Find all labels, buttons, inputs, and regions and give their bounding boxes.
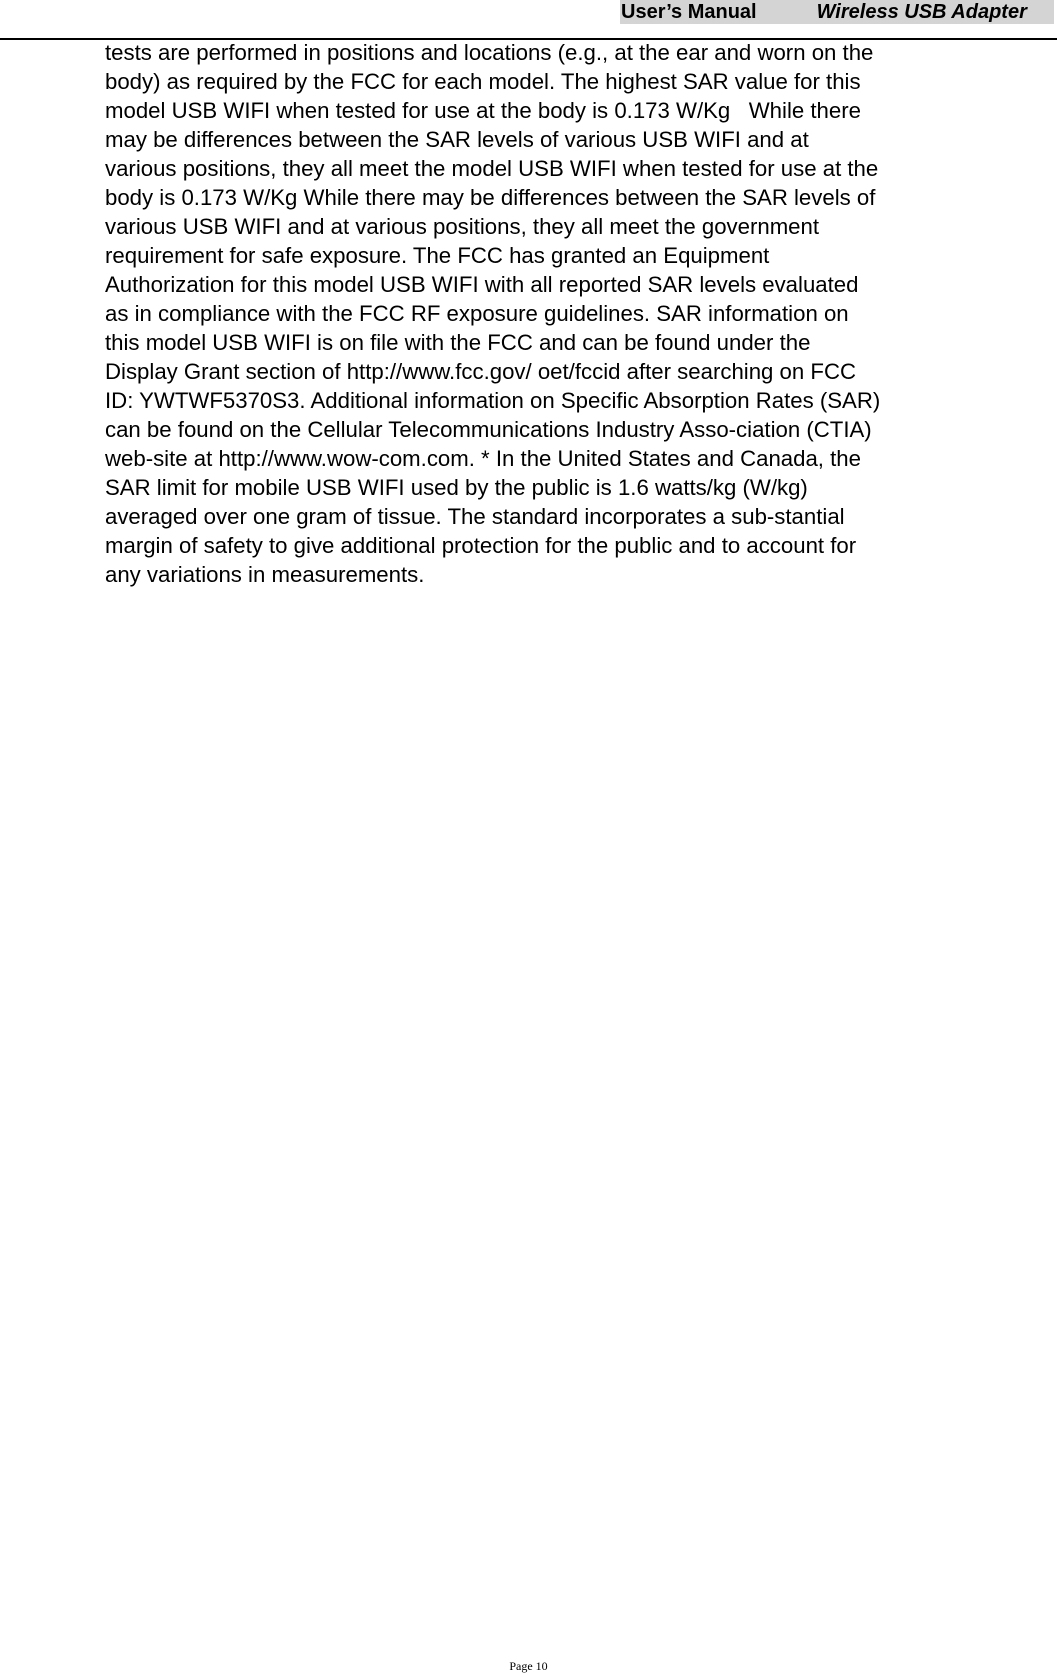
page-number: Page 10 (509, 1659, 548, 1673)
page-header (0, 0, 1057, 40)
product-title: Wireless USB Adapter (816, 1, 1027, 23)
manual-title: User’s Manual (621, 1, 757, 23)
header-band (620, 0, 1054, 24)
body-paragraph: tests are performed in positions and locations (e.g., at the ear and worn on the body) as required by the FCC for each model. The highest SAR value for this model USB WIFI when tested for use at the body is 0.173 W/Kg While there may be differences between the SAR levels of various USB WIFI and at various positions, they all meet the model USB WIFI when tested for use at the body is 0.173 W/Kg While there may be differences between the SAR levels of various USB WIFI and at various positions, they all meet the government requirement for safe exposure. The FCC has granted an Equipment Authorization for this model USB WIFI with all reported SAR levels evaluated as in compliance with the FCC RF exposure guidelines. SAR information on this model USB WIFI is on file with the FCC and can be found under the Display Grant section of http://www.fcc.gov/ oet/fccid after searching on FCC ID: YWTWF5370S3. Additional information on Specific Absorption Rates (SAR) can be found on the Cellular Telecommunications Industry Asso-ciation (CTIA) web-site at http://www.wow-com.com. * In the United States and Canada, the SAR limit for mobile USB WIFI used by the public is 1.6 watts/kg (W/kg) averaged over one gram of tissue. The standard incorporates a sub-stantial margin of safety to give additional protection for the public and to account for any variations in measurements. (105, 40, 881, 587)
